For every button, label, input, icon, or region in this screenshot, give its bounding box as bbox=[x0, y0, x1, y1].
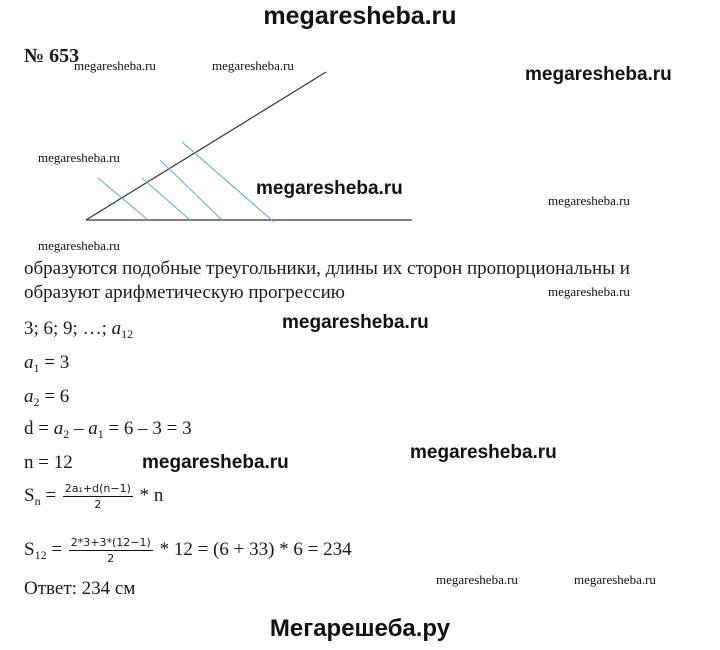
a1-line: $a_1 = 3$ bbox=[24, 352, 70, 375]
explanation-line-2: образуют арифметическую прогрессию bbox=[24, 282, 345, 303]
parallel-line bbox=[182, 142, 274, 222]
sequence: 3; 6; 9; …; $a_{12}$ bbox=[24, 318, 134, 341]
sum-12-fraction: $\frac{2*3+3*(12-1)}{2}$ bbox=[70, 536, 151, 565]
a2-line: $a_2 = 6$ bbox=[24, 386, 70, 409]
answer: Ответ: 234 см bbox=[24, 578, 136, 599]
watermark: megaresheba.ru bbox=[256, 178, 403, 199]
watermark: megaresheba.ru bbox=[282, 312, 429, 333]
task-number: № 653 bbox=[24, 45, 80, 67]
site-footer: Мегарешеба.ру bbox=[269, 615, 451, 642]
watermark: megaresheba.ru bbox=[548, 193, 630, 208]
explanation-line-1: образуются подобные треугольники, длины их сторон пропорциональны и bbox=[24, 258, 630, 279]
watermark: megaresheba.ru bbox=[38, 150, 120, 165]
watermark: megaresheba.ru bbox=[525, 64, 672, 85]
watermark: megaresheba.ru bbox=[38, 238, 120, 253]
watermark: megaresheba.ru bbox=[142, 452, 289, 473]
parallel-line bbox=[142, 178, 190, 220]
difference-line: $d = a_2 - a_1 = 6 - 3 = 3$ bbox=[24, 418, 192, 441]
sum-formula: $S_n$ = $\frac{\text{2a₁+d(n−1)}}{2}$ * n bbox=[24, 482, 164, 511]
watermark: megaresheba.ru bbox=[574, 572, 656, 587]
sum-12-calc: $S_{12}$ = $\frac{2*3+3*(12-1)}{2}$ * 12 = (6 + 33) * 6 = 234 bbox=[24, 536, 352, 565]
watermark: megaresheba.ru bbox=[212, 58, 294, 73]
watermark: megaresheba.ru bbox=[548, 284, 630, 299]
sum-fraction: $\frac{\text{2a₁+d(n−1)}}{2}$ bbox=[64, 482, 131, 511]
n-line: n = 12 bbox=[24, 452, 73, 473]
watermark: megaresheba.ru bbox=[410, 442, 557, 463]
watermark: megaresheba.ru bbox=[74, 58, 156, 73]
watermark: megaresheba.ru bbox=[436, 572, 518, 587]
site-header: megaresheba.ru bbox=[263, 2, 457, 30]
parallel-line bbox=[98, 178, 148, 220]
